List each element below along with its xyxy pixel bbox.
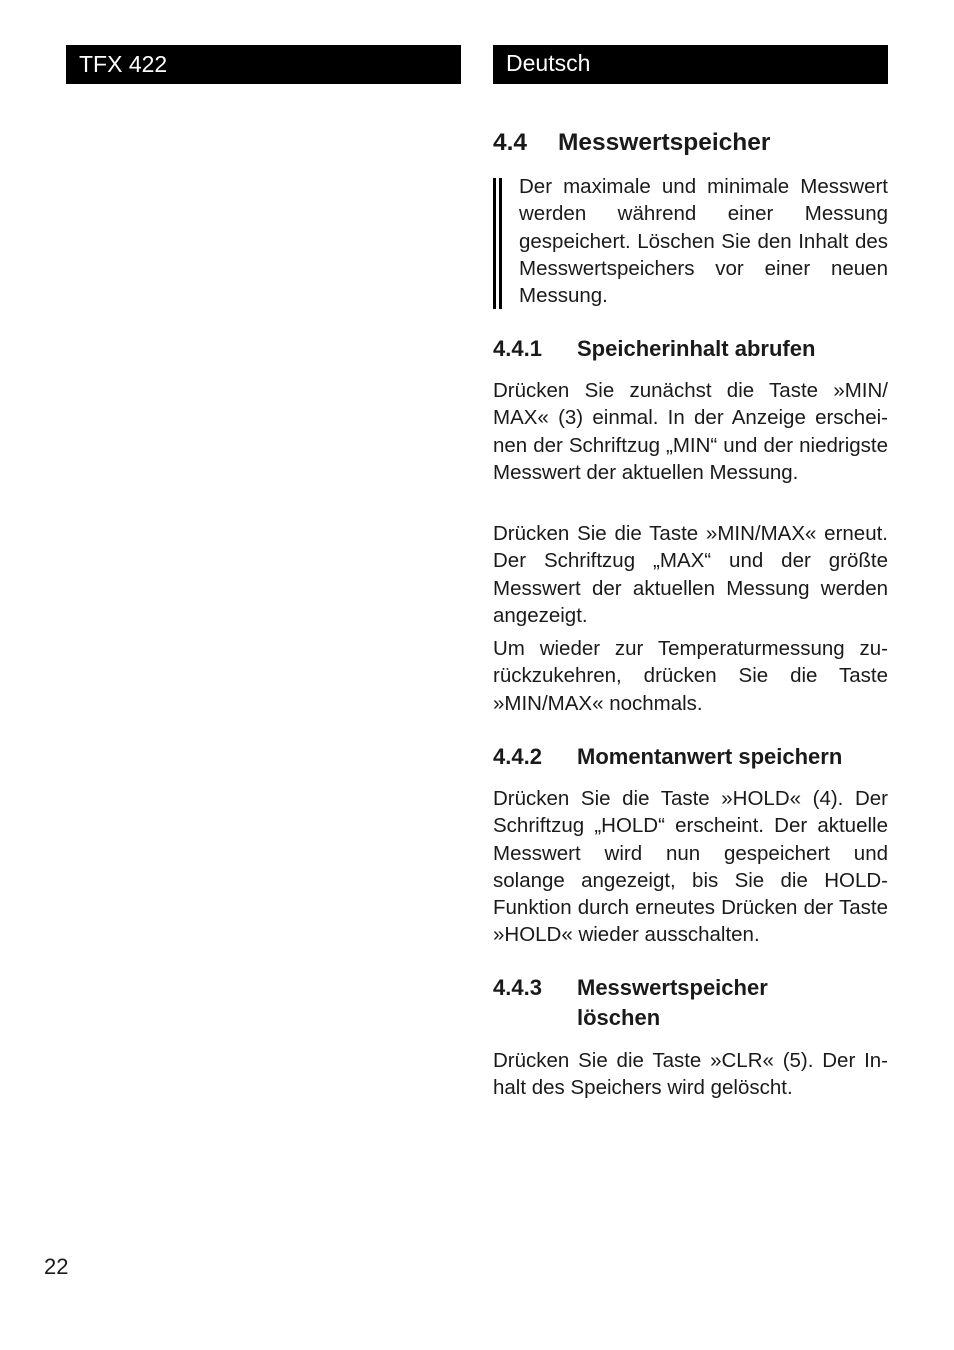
subsection-number: 4.4.3 (493, 975, 542, 1000)
paragraph: Um wieder zur Temperaturmessung zurückzukehren, drücken Sie die Taste »MIN/MAX« nochmals. (493, 637, 888, 715)
subsection-title: Messwertspeicher löschen (577, 975, 768, 1030)
header-model-label: TFX 422 (66, 45, 461, 84)
subsection-heading-2 (493, 742, 888, 772)
paragraph: Drücken Sie die Taste »CLR« (5). Der Inhalt des Speichers wird gelöscht. (493, 1049, 888, 1100)
note-text: Der maximale und minimale Messwert werden während einer Messung gespeichert. Löschen Sie den Inhalt des Messwertspeichers vor einer neuen Messung. (519, 175, 888, 308)
subsection-title: Speicherinhalt abrufen (577, 336, 816, 361)
paragraph: Drücken Sie die Taste »HOLD« (4). Der Schriftzug „HOLD“ erscheint. Der aktuelle Messwert wird nun gespeichert und solange angezeigt, bis Sie die HOLD-Funktion durch erneutes Drücken der Taste »HOLD« wieder ausschalten. (493, 787, 888, 947)
subsection-number: 4.4.2 (493, 744, 542, 769)
section-heading (493, 128, 888, 158)
subsection-heading-3 (493, 973, 888, 1033)
section-title: Messwertspeicher (558, 129, 771, 156)
note-marker-bars (493, 178, 496, 309)
page-number: 22 (44, 1254, 69, 1279)
subsection-heading-1 (493, 334, 888, 364)
section-number: 4.4 (493, 129, 528, 156)
paragraph: Drücken Sie die Taste »MIN/MAX« erneut. Der Schriftzug „MAX“ und der größte Messwert der aktuellen Messung werden angezeigt. (493, 522, 888, 627)
header-language-label: Deutsch (493, 45, 888, 84)
paragraph: Drücken Sie zunächst die Taste »MIN/ MAX« (3) einmal. In der Anzeige erscheinen der Schriftzug „MIN“ und der niedrigste Messwert der aktuellen Messung. (493, 379, 888, 484)
subsection-title: Momentanwert speichern (577, 744, 843, 769)
subsection-number: 4.4.1 (493, 336, 542, 361)
note-box (493, 175, 888, 309)
